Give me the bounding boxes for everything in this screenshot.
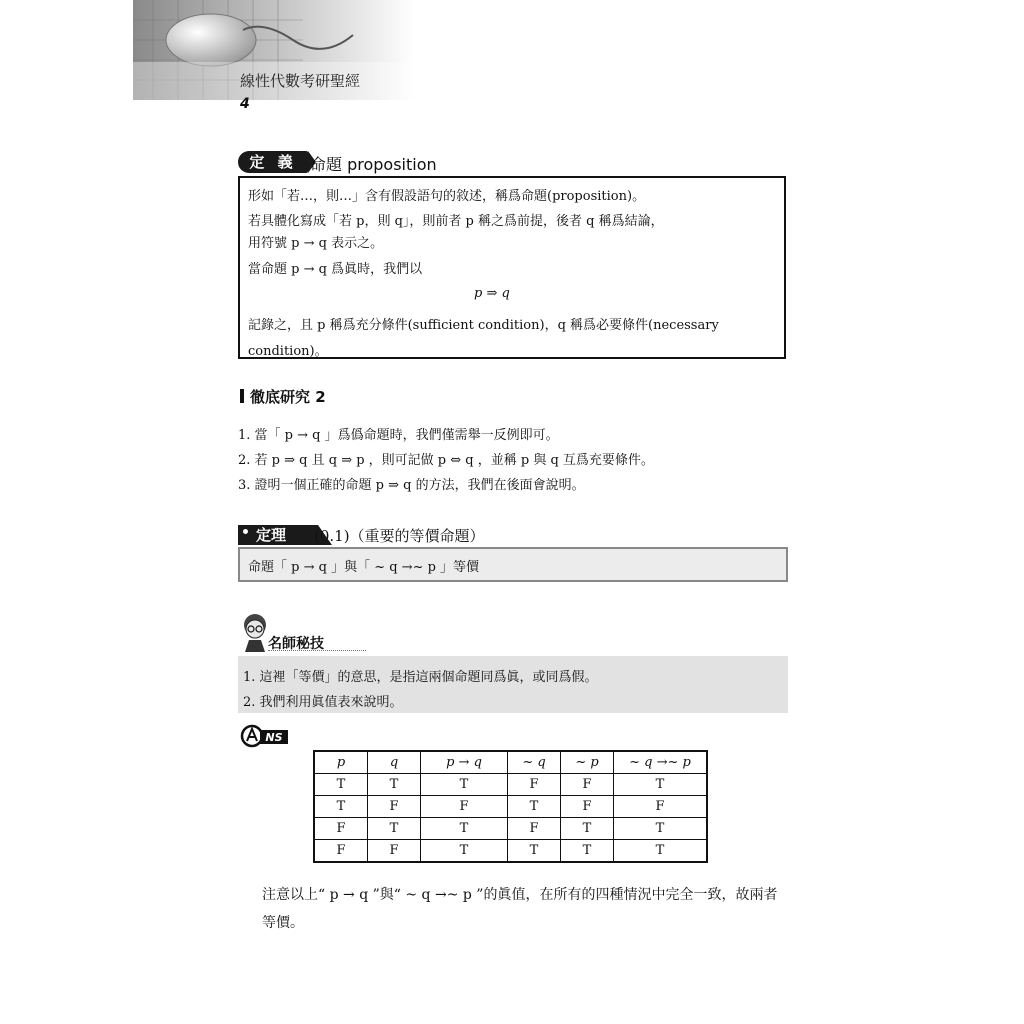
table-cell: F	[421, 796, 508, 818]
table-cell: T	[561, 818, 614, 840]
definition-formula: p ⇒ q	[474, 286, 510, 301]
table-cell: T	[614, 818, 708, 840]
table-header-row	[314, 751, 707, 774]
teacher-avatar-icon	[240, 612, 270, 652]
table-cell: F	[561, 774, 614, 796]
book-title: 線性代數考研聖經	[240, 72, 361, 90]
table-cell: F	[508, 774, 561, 796]
answer-icon	[240, 724, 290, 748]
table-cell: T	[421, 840, 508, 863]
table-cell: T	[368, 774, 421, 796]
truth-table	[313, 750, 708, 863]
table-cell: T	[508, 796, 561, 818]
table-cell: F	[314, 840, 368, 863]
table-row	[314, 818, 707, 840]
definition-line: 當命題 p → q 爲眞時，我們以	[248, 262, 423, 277]
study-title-text: 徹底研究 2	[250, 388, 326, 406]
theorem-badge	[238, 525, 318, 545]
definition-line: condition)。	[248, 344, 328, 359]
table-cell: T	[314, 774, 368, 796]
tips-item: 1. 這裡「等價」的意思，是指這兩個命題同爲眞，或同爲假。	[243, 670, 598, 685]
table-cell: F	[368, 840, 421, 863]
table-header-cell: p → q	[421, 751, 508, 774]
definition-line: 形如「若…，則…」含有假設語句的敘述，稱爲命題(proposition)。	[248, 189, 646, 204]
table-row	[314, 840, 707, 863]
footer-note-line: 注意以上“ p → q ”與“ ~ q →~ p ”的眞值，在所有的四種情況中完全一致，故兩者	[262, 887, 778, 903]
theorem-title: (0.1)（重要的等價命題）	[314, 527, 485, 545]
table-cell: F	[314, 818, 368, 840]
table-cell: F	[368, 796, 421, 818]
tips-label: 名師秘技	[268, 636, 324, 652]
table-header-cell: q	[368, 751, 421, 774]
tips-item: 2. 我們利用眞值表來說明。	[243, 695, 403, 710]
table-cell: T	[614, 774, 708, 796]
study-section-title	[240, 386, 326, 407]
table-cell: F	[614, 796, 708, 818]
table-header-cell: p	[314, 751, 368, 774]
table-cell: T	[368, 818, 421, 840]
study-item: 1. 當「 p → q 」爲僞命題時，我們僅需舉一反例即可。	[238, 428, 559, 443]
table-cell: T	[508, 840, 561, 863]
table-cell: T	[421, 818, 508, 840]
table-header-cell: ~ p	[561, 751, 614, 774]
theorem-dot-icon	[243, 529, 248, 534]
definition-badge: 定 義	[238, 151, 308, 173]
table-cell: T	[314, 796, 368, 818]
table-row	[314, 796, 707, 818]
footer-note-line: 等價。	[262, 915, 304, 931]
definition-line: 記錄之，且 p 稱爲充分條件(sufficient condition)，q 稱爲必要條件(necessary	[248, 318, 719, 333]
table-cell: T	[421, 774, 508, 796]
study-item: 3. 證明一個正確的命題 p ⇒ q 的方法，我們在後面會說明。	[238, 478, 585, 493]
theorem-statement: 命題「 p → q 」與「 ~ q →~ p 」等價	[248, 560, 480, 575]
answer-badge-text: NS	[265, 731, 283, 744]
page-number: 4	[240, 96, 250, 112]
table-row	[314, 774, 707, 796]
table-cell: F	[508, 818, 561, 840]
table-cell: T	[561, 840, 614, 863]
table-cell: T	[614, 840, 708, 863]
tips-divider	[268, 650, 366, 651]
table-cell: F	[561, 796, 614, 818]
definition-line: 用符號 p → q 表示之。	[248, 236, 384, 251]
theorem-badge-label: 定理	[256, 526, 287, 544]
study-item: 2. 若 p ⇒ q 且 q ⇒ p ，則可記做 p ⇔ q ，並稱 p 與 q 互爲充要條件。	[238, 453, 654, 468]
table-header-cell: ~ q	[508, 751, 561, 774]
definition-title: 命題 proposition	[310, 155, 437, 174]
definition-line: 若具體化寫成「若 p，則 q」，則前者 p 稱之爲前提，後者 q 稱爲結論，	[248, 214, 664, 229]
section-bar-icon	[240, 389, 244, 403]
table-header-cell: ~ q →~ p	[614, 751, 708, 774]
